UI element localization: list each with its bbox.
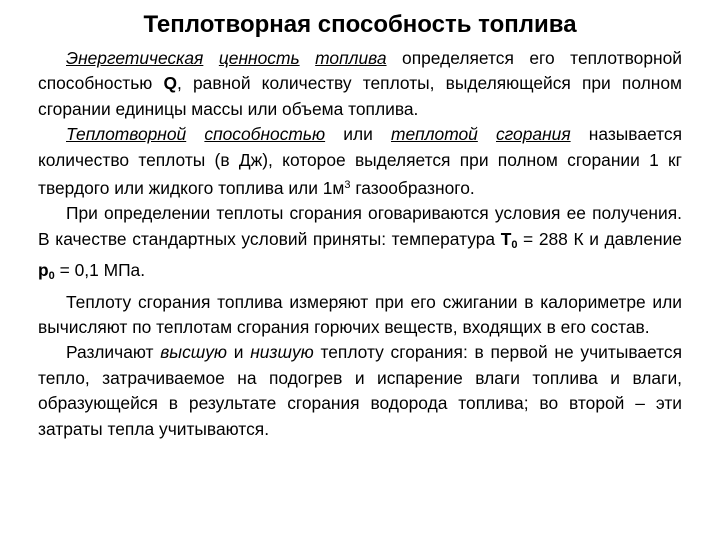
body-text — [38, 46, 682, 442]
text: газообразного. — [350, 178, 475, 199]
term-fuel: топлива — [315, 48, 387, 68]
term-calorific: Теплотворной — [66, 124, 187, 145]
paragraph-definition — [38, 122, 682, 201]
text: теплоту сгорания: в первой не учитывается тепло, затрачиваемое на подогрев и испарение влаги топлива и влаги, образующейся в результате сгорания водорода топлива; во второй – эти затраты тепла учитываются. — [38, 342, 683, 439]
text: Теплоту сгорания топлива измеряют при его сжигании в калориметре или вычисляют по теплотам сгорания горючих веществ, входящих в его состав. — [38, 291, 682, 338]
paragraph-measurement — [38, 290, 682, 341]
text: определяется его теплотворной способностью — [38, 48, 683, 94]
text: и — [227, 342, 251, 363]
superscript: 3 — [344, 179, 351, 192]
subscript: 0 — [511, 238, 518, 251]
text: или — [325, 124, 391, 145]
term-capacity: способностью — [204, 124, 326, 145]
term-energy: Энергетическая — [66, 48, 204, 68]
text: = 0,1 МПа. — [54, 260, 146, 281]
symbol-p: p — [38, 260, 49, 281]
term-heat: теплотой — [390, 124, 478, 145]
subscript: 0 — [48, 270, 55, 283]
text: называется количество теплоты (в Дж), которое выделяется при полном сгорании 1 кг твердого или жидкого топлива или 1м — [38, 124, 682, 199]
symbol-q: Q — [163, 73, 178, 94]
text: , равной количеству теплоты, выделяющейся при полном сгорании единицы массы или объема топлива. — [38, 73, 682, 119]
paragraph-energy-value — [38, 46, 682, 122]
term-lower: низшую — [250, 342, 314, 363]
term-combustion: сгорания — [495, 124, 571, 145]
symbol-t: T — [500, 228, 512, 249]
page-title: Теплотворная способность топлива — [143, 11, 577, 38]
term-higher: высшую — [160, 342, 228, 363]
paragraph-standard-conditions — [38, 201, 682, 289]
term-value: ценность — [218, 48, 300, 68]
text: Различают — [66, 342, 161, 363]
paragraph-higher-lower — [38, 340, 682, 442]
text: При определении теплоты сгорания оговариваются условия ее получения. В качестве стандартных условий приняты: температура — [38, 203, 682, 249]
text: = 288 К и давление — [517, 228, 682, 249]
